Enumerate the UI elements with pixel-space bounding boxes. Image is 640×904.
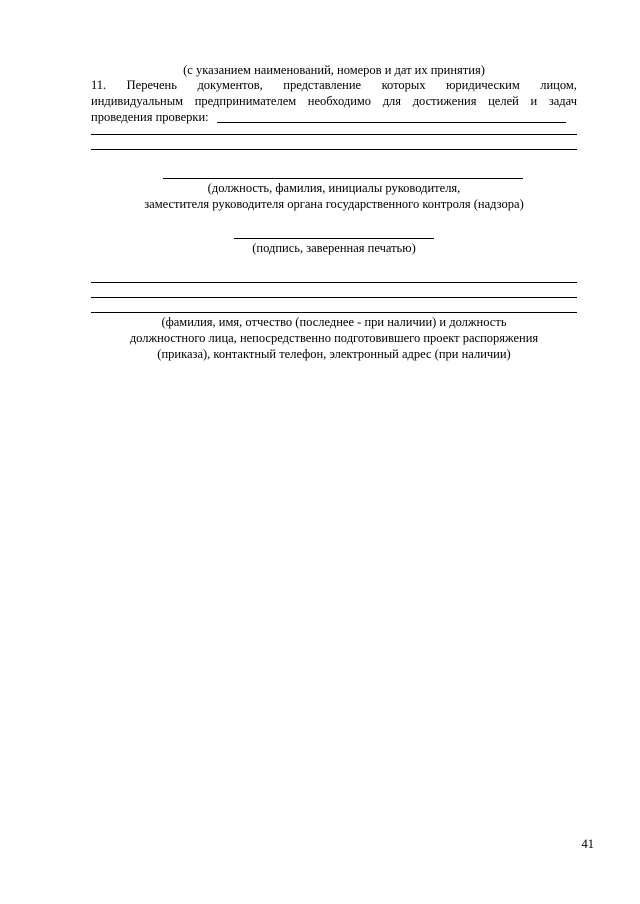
fill-line[interactable] xyxy=(91,149,577,150)
caption-official-line2: должностного лица, непосредственно подготовившего проект распоряжения xyxy=(129,331,539,345)
item11-word: индивидуальным xyxy=(91,94,184,108)
fill-line-head[interactable] xyxy=(163,178,523,179)
item11-word: юридическим xyxy=(446,78,520,92)
item11-word: которых xyxy=(381,78,426,92)
item11-label: проведения проверки: xyxy=(91,110,209,124)
item11-word: целей xyxy=(488,94,519,108)
caption-official-line3: (приказа), контактный телефон, электронный адрес (при наличии) xyxy=(157,347,511,361)
caption-acts: (с указанием наименований, номеров и дат их принятия) xyxy=(183,63,485,77)
item11-word: документов, xyxy=(197,78,263,92)
item11-word: предпринимателем xyxy=(194,94,297,108)
item11-word: 11. xyxy=(91,78,107,92)
item11-word: лицом, xyxy=(540,78,577,92)
page-number: 41 xyxy=(581,837,594,851)
caption-head-line2: заместителя руководителя органа государственного контроля (надзора) xyxy=(144,197,524,211)
item11-word: задач xyxy=(548,94,577,108)
item11-word: и xyxy=(530,94,538,108)
fill-line[interactable] xyxy=(91,312,577,313)
item11-word: Перечень xyxy=(126,78,177,92)
fill-line[interactable] xyxy=(217,122,566,123)
fill-line[interactable] xyxy=(91,282,577,283)
item11-line1 xyxy=(91,77,577,93)
caption-signature: (подпись, заверенная печатью) xyxy=(252,241,416,255)
fill-line-signature[interactable] xyxy=(234,238,434,239)
fill-line[interactable] xyxy=(91,134,577,135)
item11-word: необходимо xyxy=(307,94,372,108)
item11-word: представление xyxy=(283,78,362,92)
item11-word: для xyxy=(382,94,402,108)
item11-line2 xyxy=(91,93,577,109)
fill-line[interactable] xyxy=(91,297,577,298)
item11-word: достижения xyxy=(412,94,477,108)
caption-official-line1: (фамилия, имя, отчество (последнее - при наличии) и должность xyxy=(161,315,507,329)
caption-head-line1: (должность, фамилия, инициалы руководителя, xyxy=(207,181,461,195)
